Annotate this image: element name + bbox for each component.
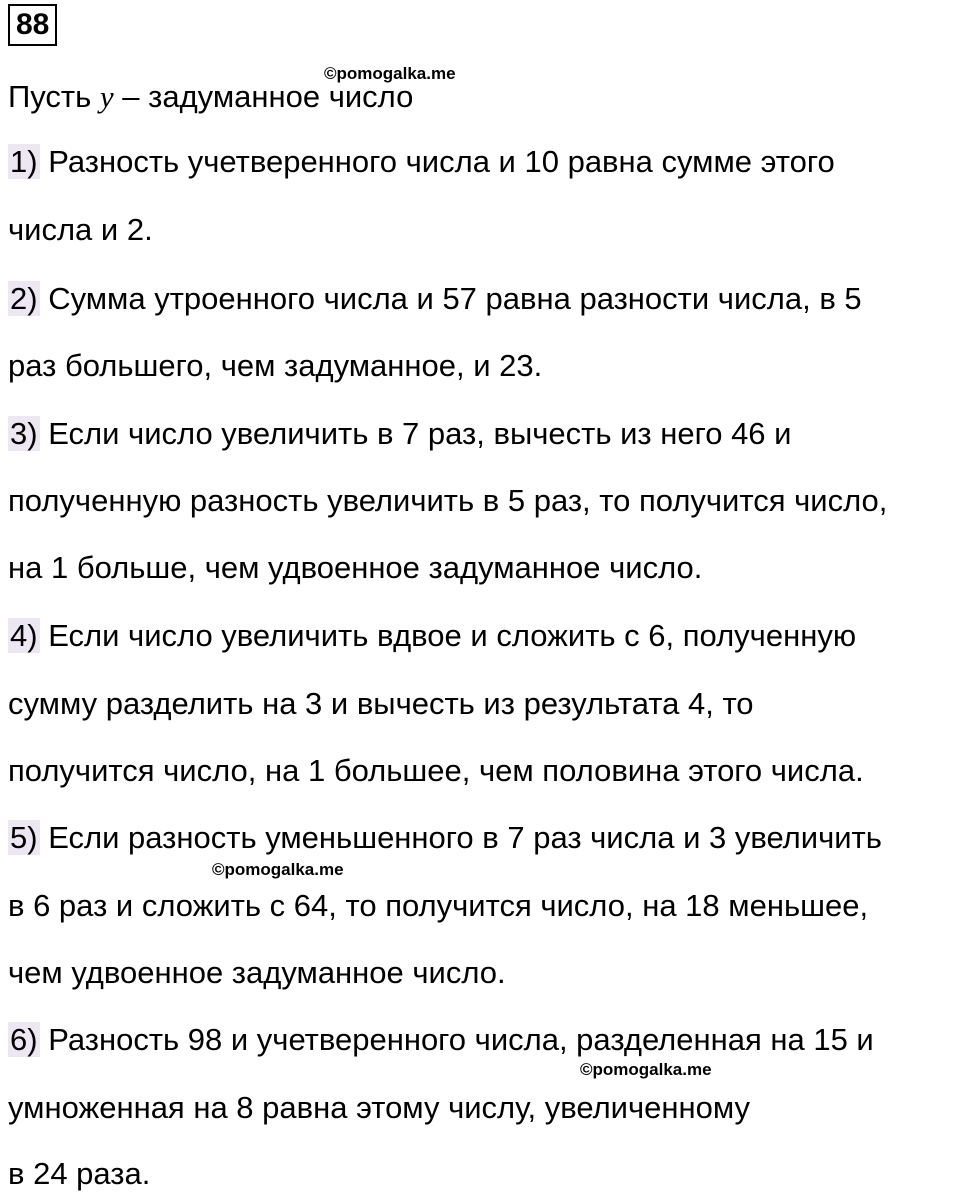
intro-prefix: Пусть	[8, 79, 100, 114]
item-3-line-3: на 1 больше, чем удвоенное задуманное число.	[8, 550, 703, 585]
item-text: Разность учетверенного числа и 10 равна сумме этого	[48, 144, 835, 179]
item-number: 4)	[10, 618, 38, 653]
item-6-line-2: умноженная на 8 равна этому числу, увеличенному	[8, 1090, 751, 1125]
item-6-line-1	[8, 1020, 874, 1060]
item-5-line-1	[8, 818, 882, 858]
item-4-line-1	[8, 616, 856, 656]
intro-line	[8, 77, 413, 117]
variable-y: y	[99, 79, 114, 114]
item-6-line-3: в 24 раза.	[8, 1156, 151, 1191]
item-text: Если число увеличить в 7 раз, вычесть из него 46 и	[48, 416, 792, 451]
item-3-line-2: полученную разность увеличить в 5 раз, то получится число,	[8, 483, 888, 518]
item-number: 1)	[10, 144, 38, 179]
item-number: 6)	[10, 1022, 38, 1057]
item-5-line-3: чем удвоенное задуманное число.	[8, 955, 506, 990]
watermark: ©pomogalka.me	[212, 860, 344, 879]
item-5-line-2: в 6 раз и сложить с 64, то получится число, на 18 меньшее,	[8, 888, 869, 923]
item-2-line-2: раз большего, чем задуманное, и 23.	[8, 348, 543, 383]
problem-number: 88	[8, 4, 57, 46]
item-number: 2)	[10, 281, 38, 316]
intro-suffix: – задуманное число	[113, 79, 414, 114]
item-2-line-1	[8, 279, 862, 319]
item-number: 5)	[10, 820, 38, 855]
item-4-line-2: сумму разделить на 3 и вычесть из результата 4, то	[8, 686, 754, 721]
item-text: Сумма утроенного числа и 57 равна разности числа, в 5	[48, 281, 862, 316]
item-1-line-1	[8, 142, 835, 182]
item-number: 3)	[10, 416, 38, 451]
watermark: ©pomogalka.me	[580, 1060, 712, 1079]
item-4-line-3: получится число, на 1 большее, чем половина этого числа.	[8, 753, 864, 788]
item-text: Разность 98 и учетверенного числа, разделенная на 15 и	[48, 1022, 874, 1057]
item-1-line-2: числа и 2.	[8, 212, 153, 247]
item-3-line-1	[8, 414, 791, 454]
item-text: Если число увеличить вдвое и сложить с 6, полученную	[48, 618, 857, 653]
item-text: Если разность уменьшенного в 7 раз числа и 3 увеличить	[48, 820, 882, 855]
watermark: ©pomogalka.me	[324, 64, 456, 83]
